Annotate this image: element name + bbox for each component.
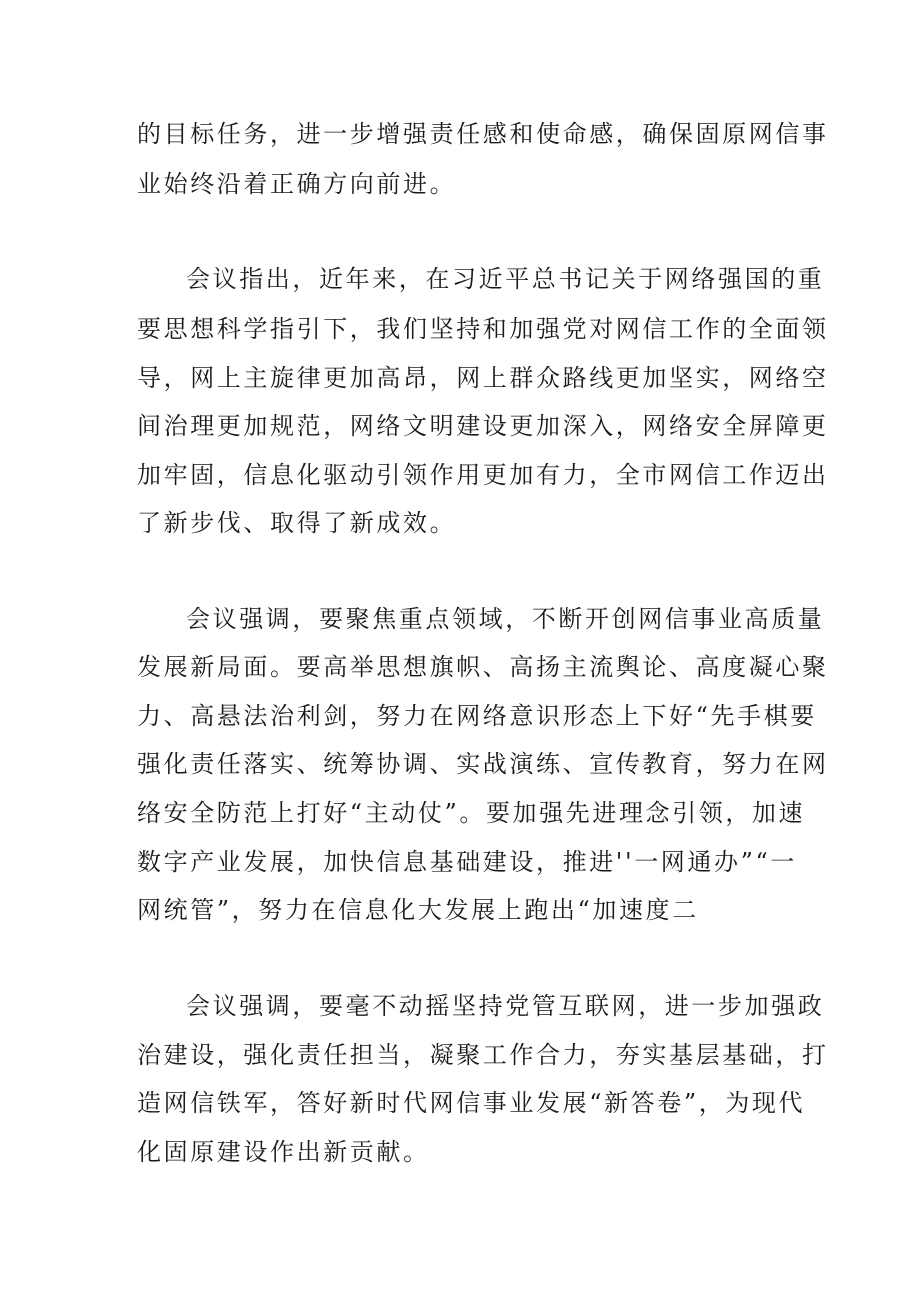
paragraph-4-line-2: 治建设，强化责任担当，凝聚工作合力，夯实基层基础，打 bbox=[137, 1041, 829, 1069]
paragraph-2-line-6: 了新步伐、取得了新成效。 bbox=[137, 509, 457, 537]
paragraph-2-line-5: 加牢固，信息化驱动引领作用更加有力，全市网信工作迈出 bbox=[137, 461, 829, 489]
paragraph-3-line-6: 数字产业发展，加快信息基础建设，推进''一网通办”“一 bbox=[137, 848, 797, 876]
paragraph-4-line-1: 会议强调，要毫不动摇坚持党管互联网，进一步加强政 bbox=[186, 992, 825, 1020]
paragraph-2-line-1: 会议指出，近年来，在习近平总书记关于网络强国的重 bbox=[186, 265, 825, 293]
paragraph-2-line-2: 要思想科学指引下，我们坚持和加强党对网信工作的全面领 bbox=[137, 315, 829, 343]
paragraph-3-line-5: 络安全防范上打好“主动仗”。要加强先进理念引领，加速 bbox=[137, 799, 806, 827]
paragraph-3-line-3: 力、高悬法治利剑，努力在网络意识形态上下好“先手棋要 bbox=[137, 702, 817, 730]
paragraph-4-line-3: 造网信铁军，答好新时代网信事业发展“新答卷”，为现代 bbox=[137, 1089, 806, 1117]
paragraph-3-line-2: 发展新局面。要高举思想旗帜、高扬主流舆论、高度凝心聚 bbox=[137, 653, 829, 681]
paragraph-2-line-3: 导，网上主旋律更加高昂，网上群众路线更加坚实，网络空 bbox=[137, 364, 829, 392]
paragraph-2-line-4: 间治理更加规范，网络文明建设更加深入，网络安全屏障更 bbox=[137, 412, 829, 440]
paragraph-3-line-4: 强化责任落实、统筹协调、实战演练、宣传教育，努力在网 bbox=[137, 750, 829, 778]
paragraph-3-line-1: 会议强调，要聚焦重点领域，不断开创网信事业高质量 bbox=[186, 605, 825, 633]
paragraph-1-line-1: 的目标任务，进一步增强责任感和使命感，确保固原网信事 bbox=[137, 120, 829, 148]
paragraph-4-line-4: 化固原建设作出新贡献。 bbox=[137, 1138, 430, 1166]
paragraph-3-line-7: 网统管”，努力在信息化大发展上跑出“加速度二 bbox=[137, 896, 699, 924]
paragraph-1-line-2: 业始终沿着正确方向前进。 bbox=[137, 170, 457, 198]
